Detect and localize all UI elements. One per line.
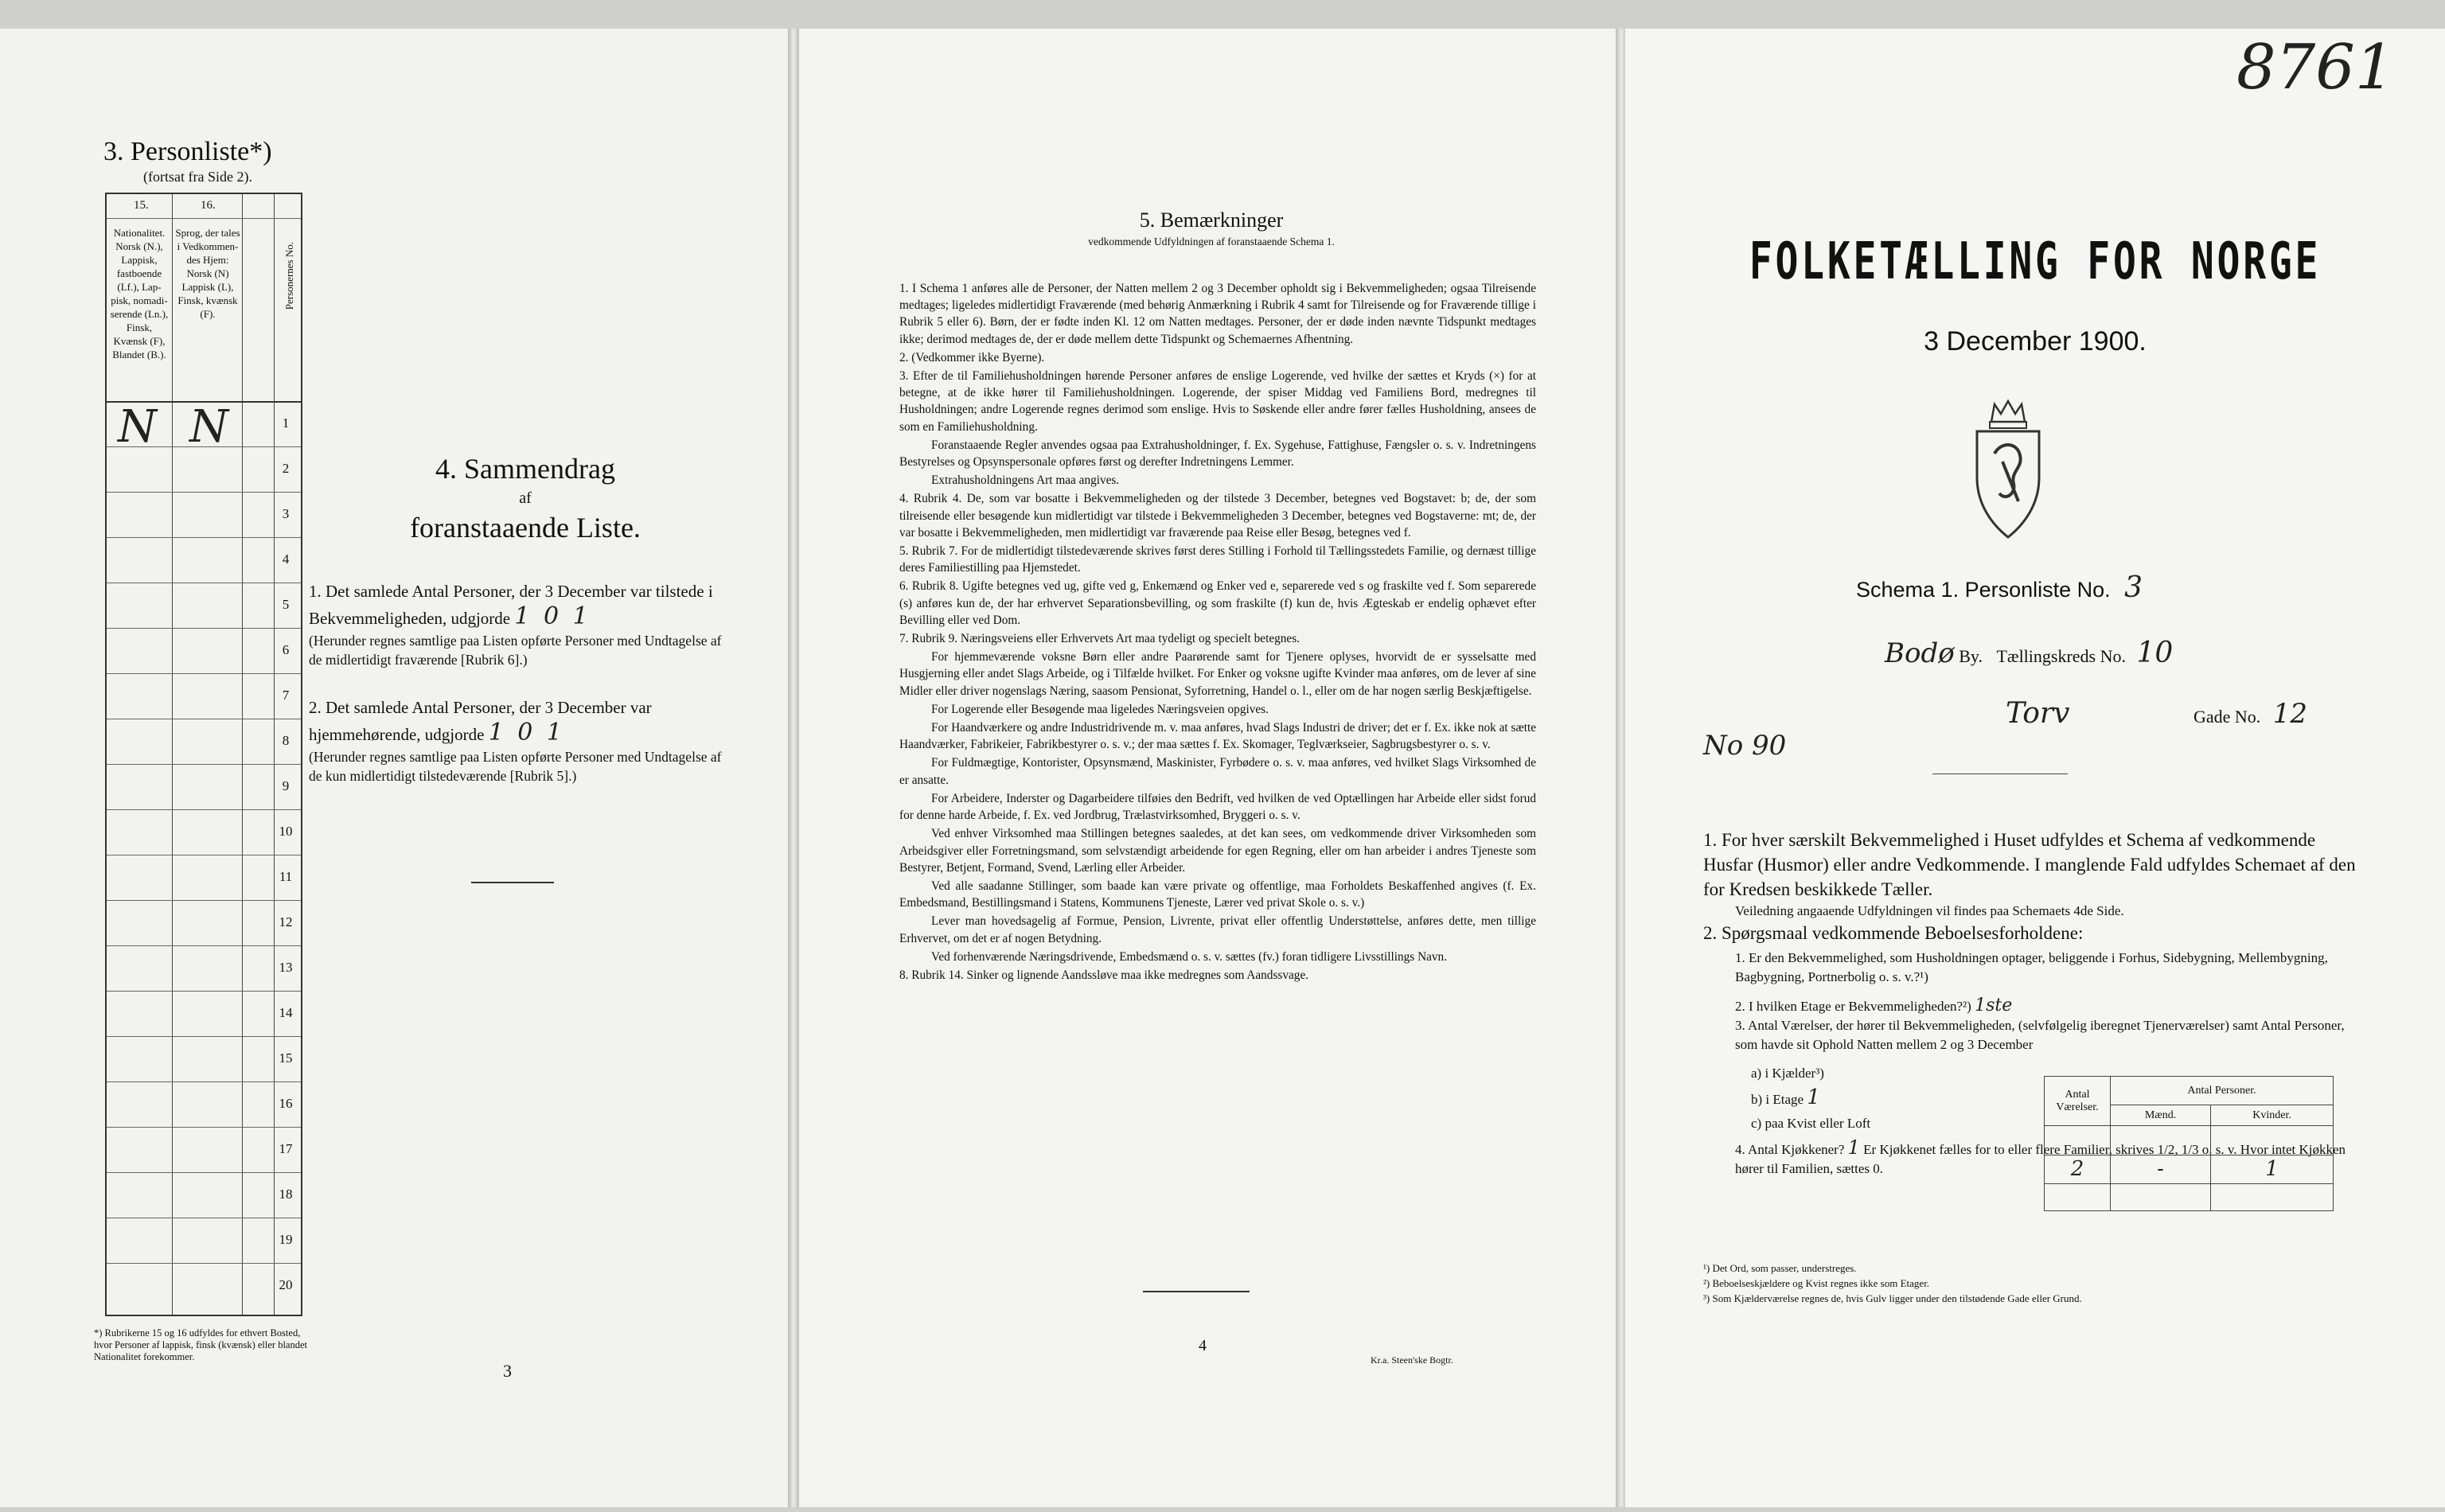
- footnote-3: ³) Som Kjælderværelse regnes de, hvis Gulv ligger under den tilstødende Gade eller Grund.: [1703, 1292, 2082, 1304]
- person-row-number: 1: [282, 415, 290, 431]
- divider: [1143, 1291, 1250, 1292]
- person-row-number: 12: [279, 914, 293, 929]
- town-line: [1703, 637, 2308, 669]
- bemaerkning-paragraph: Lever man hovedsagelig af Formue, Pension, Livrente, privat eller offentlig Understøttelse, anføres dette, men tillige Erhvervet, om det er af nogen Betydning.: [899, 914, 1536, 945]
- bemaerkning-paragraph: 1. I Schema 1 anføres alle de Personer, der Natten mellem 2 og 3 December opholdt sig i Bekvemmeligheden; ogsaa Tilreisende medtages; ligeledes midlertidigt Fraværende (med behørig Anmærkning i Rubrik 4 samt for Tilreisende og for Fraværende tillige i Rubrik 5 eller 6). Børn, der er fødte inden Kl. 12 om Natten medtages. Personer, der er døde inden nævnte Tidspunkt medtages ikke; derimod medtages de, der er døde mellem dette Tidspunkt og Schemaernes Afhentning.: [899, 282, 1536, 346]
- sammendrag-item-1: [309, 579, 731, 669]
- person-row-number: 6: [282, 642, 290, 657]
- women-header: Kvinder.: [2211, 1105, 2334, 1126]
- instruction-1-note: Veiledning angaaende Udfyldningen vil findes paa Schemaets 4de Side.: [1735, 903, 2124, 918]
- person-row-number: 19: [279, 1232, 293, 1247]
- bemaerkning-paragraph: For Logerende eller Besøgende maa ligeledes Næringsveien opgives.: [931, 702, 1269, 716]
- col15-header: Nationalitet. Norsk (N.), Lappisk, fastboende (Lf.), Lap-pisk, nomadi-serende (Ln.), Finsk, Kvænsk (F), Blandet (B.).: [110, 227, 169, 360]
- col16-header: Sprog, der tales i Vedkommen-des Hjem: Norsk (N) Lappisk (L), Finsk, kvænsk (F).: [175, 227, 240, 320]
- item2-value: 1 0 1: [488, 719, 566, 746]
- person-row-number: 7: [282, 688, 290, 703]
- bemaerkninger-body: [899, 280, 1536, 985]
- sammendrag-af: af: [519, 489, 532, 507]
- coat-of-arms-icon: [1971, 398, 2045, 541]
- footnote-2: ²) Beboelseskjældere og Kvist regnes ikke som Etager.: [1703, 1277, 1930, 1289]
- bemaerkning-paragraph: 6. Rubrik 8. Ugifte betegnes ved ug, gifte ved g, Enkemænd og Enker ved e, separerede ved s og fraskilte ved f. Som separerede (s) anføres kun de, der har erhvervet Separationsbevilling, og som fraskilte (f) kun de, hvis Ægteskab er endelig ophævet efter Bevilling eller ved Dom.: [899, 579, 1536, 627]
- person-row-number: 4: [282, 551, 290, 567]
- bemaerkning-paragraph: For Fuldmægtige, Kontorister, Opsynsmænd, Maskinister, Fyrbødere o. s. v. maa anføres, ved hvilket Slags Virksomhed de er ansatte.: [899, 756, 1536, 787]
- bemaerkning-paragraph: 5. Rubrik 7. For de midlertidigt tilstedeværende skrives først deres Stilling i Forhold til Tællingsstedets Familie, og dernæst tillige deres Familiestilling paa Hjemstedet.: [899, 544, 1536, 575]
- col15-number: 15.: [134, 199, 149, 212]
- person-row-number: 18: [279, 1187, 293, 1202]
- question-4-rest: Er Kjøkkenet fælles for to eller flere Familier, skrives 1/2, 1/3 o. s. v. Hvor intet Kjøkken hører til Familien, sættes 0.: [1735, 1142, 2346, 1176]
- printer-imprint: Kr.a. Steen'ske Bogtr.: [1371, 1354, 1453, 1366]
- bemaerkninger-subheading: vedkommende Udfyldningen af foranstaaende Schema 1.: [1088, 236, 1335, 247]
- person-row-number: 5: [282, 597, 290, 612]
- bemaerkning-paragraph: For hjemmeværende voksne Børn eller andre Paarørende samt for Tjenere oplyses, hvorvidt de er sysselsatte med Husgjerning eller andet Slags Arbeide, og i Tilfælde hvilket. For Enker og voksne ugifte Kvinder maa anføres, om de lever af sine Midler eller driver nogenslags Næring, saasom Pensionat, Syforretning, Handel o. l., eller om de har nogen særlig Beskjæftigelse.: [899, 650, 1536, 698]
- row-b-text: b) i Etage: [1751, 1092, 1804, 1107]
- rooms-persons-table: [2044, 1076, 2334, 1211]
- instruction-2: 2. Spørgsmaal vedkommende Beboelsesforholdene:: [1703, 923, 2084, 943]
- bemaerkning-paragraph: 2. (Vedkommer ikke Byerne).: [899, 350, 1045, 364]
- district-label: Tællingskreds No.: [1996, 646, 2127, 666]
- bemaerkning-paragraph: For Haandværkere og andre Industridrivende m. v. maa anføres, hvad Slags Industri de driver; det er f. Ex. ikke nok at sætte Haandværker, Fabrikeier, Fabrikbestyrer o. s. v.; der maa sættes f. Ex. Skomager, Teglværkseier, Sagbrugsbestyrer o. s. v.: [899, 721, 1536, 752]
- question-2: [1703, 996, 2364, 1016]
- question-2-value: 1ste: [1975, 996, 2013, 1015]
- town-label: By.: [1959, 646, 1983, 666]
- schema-number: 3: [2124, 571, 2143, 604]
- bemaerkning-paragraph: Ved enhver Virksomhed maa Stillingen betegnes saaledes, at det kan sees, om vedkommende driver Virksomheden som Arbeidsgiver eller Forretningsmand, som selvstændigt arbeidende for egen Regning, eller om han arbeider i andres Tjeneste som Bestyrer, Betjent, Formand, Svend, Lærling eller Arbeider.: [899, 827, 1536, 875]
- bemaerkning-paragraph: Extrahusholdningens Art maa angives.: [931, 473, 1120, 488]
- person-row-number: 17: [279, 1141, 293, 1156]
- bemaerkning-paragraph: For Arbeidere, Inderster og Dagarbeidere tilføies den Bedrift, ved hvilken de ved Optællingen har Arbeide eller sidst forud for denne harde Arbeide, f. Ex. ved Jordbrug, Trælastvirksomhed, Bryggeri o. s. v.: [899, 791, 1536, 823]
- person-number-label: Personernes No.: [283, 242, 295, 310]
- bemaerkning-paragraph: 4. Rubrik 4. De, som var bosatte i Bekvemmeligheden og der tilstede 3 December, betegnes ved Bogstavet: b; de, der som tilreisende eller besøgende kun midlertidigt var tilstede i Bekvemmeligheden 3 December, betegnes ved Bogstaverne: mt; de, der var bosatte i Bekvemmeligheden, men midlertidigt var fraværende paa Reise eller Besøg, betegnes ved f.: [899, 492, 1536, 540]
- person-row-number: 10: [279, 824, 293, 839]
- street-number-value: 12 No 90: [1703, 698, 2308, 762]
- page-number: 4: [1199, 1337, 1207, 1354]
- person-row-number: 20: [279, 1277, 293, 1292]
- item2-text: 2. Det samlede Antal Personer, der 3 December var hjemmehørende, udgjorde: [309, 698, 652, 744]
- person-row-number: 13: [279, 960, 293, 975]
- person-row-number: 8: [282, 733, 290, 748]
- archive-folio-number: 8761: [2236, 32, 2395, 103]
- person-row-number: 16: [279, 1096, 293, 1111]
- persons-header: Antal Personer.: [2111, 1077, 2334, 1105]
- footnote-1: ¹) Det Ord, som passer, understreges.: [1703, 1262, 1857, 1274]
- street-value: Torv: [2006, 697, 2070, 730]
- row-a-label: a) i Kjælder³): [1751, 1066, 1824, 1081]
- page-gutter: [788, 29, 799, 1507]
- sammendrag-title2: foranstaaende Liste.: [410, 512, 641, 544]
- item1-text: 1. Det samlede Antal Personer, der 3 December var tilstede i Bekvemmeligheden, udgjorde: [309, 582, 713, 628]
- bemaerkning-paragraph: 7. Rubrik 9. Næringsveiens eller Erhvervets Art maa tydeligt og specielt betegnes.: [899, 632, 1300, 646]
- row-b-rooms: 2: [2045, 1155, 2111, 1183]
- item1-note: (Herunder regnes samtlige paa Listen opførte Personer med Undtagelse af de midlertidigt fraværende [Rubrik 6].): [309, 633, 722, 668]
- men-header: Mænd.: [2111, 1105, 2211, 1126]
- row-b-women: 1: [2211, 1155, 2334, 1183]
- instruction-1: 1. For hver særskilt Bekvemmelighed i Huset udfyldes et Schema af vedkommende Husfar (Husmor) eller andre Vedkommende. I manglende Fald udfyldes Schemaet af den for Kredsen beskikkede Tæller.: [1703, 830, 2356, 899]
- col16-number: 16.: [201, 199, 216, 212]
- schema-label: Schema 1. Personliste No.: [1856, 578, 2111, 602]
- sammendrag-title: 4. Sammendrag: [435, 453, 615, 485]
- row-b-men: -: [2111, 1155, 2211, 1183]
- page-number: 3: [503, 1361, 512, 1381]
- person-row-number: 9: [282, 778, 290, 793]
- bemaerkning-paragraph: 8. Rubrik 14. Sinker og lignende Aandssløve maa ikke medregnes som Aandssvage.: [899, 968, 1309, 982]
- person-row-number: 15: [279, 1050, 293, 1066]
- handwritten-nationality: N: [118, 401, 157, 453]
- question-1: 1. Er den Bekvemmelighed, som Husholdningen optager, beliggende i Forhus, Sidebygning, Mellembygning, Bagbygning, Portnerbolig o. s. v.?¹): [1735, 950, 2328, 984]
- street-line: [1703, 697, 2308, 762]
- personliste-footnote: *) Rubrikerne 15 og 16 udfyldes for ethvert Bosted, hvor Personer af lappisk, finsk (kvænsk) eller blandet Nationalitet forekommer.: [94, 1327, 307, 1362]
- person-row-number: 14: [279, 1005, 293, 1020]
- bemaerkning-paragraph: Ved forhenværende Næringsdrivende, Embedsmænd o. s. v. sættes (fv.) foran tidligere Livsstillings Navn.: [931, 949, 1448, 964]
- person-row-number: 3: [282, 506, 290, 521]
- bemaerkning-paragraph: 3. Efter de til Familiehusholdningen hørende Personer anføres de enslige Logerende, ved hvilke der sættes et Kryds (×) for at betegne, at de ikke hører til Familiehusholdningen. Logerende, der spiser Middag ved Familiens Bord, medregnes til Husholdningen; andre Logerende regnes derimod som enslige. Hvis to Søskende eller andre fører fælles Husholdning, ansees de som en Familiehusholdning.: [899, 369, 1536, 434]
- question-2-text: 2. I hvilken Etage er Bekvemmeligheden?²): [1735, 999, 1971, 1014]
- street-no-label: Gade No.: [2193, 707, 2261, 727]
- row-c-label: c) paa Kvist eller Loft: [1751, 1116, 1871, 1131]
- item1-value: 1 0 1: [514, 602, 591, 630]
- census-title: FOLKETÆLLING FOR NORGE: [1749, 232, 2322, 291]
- question-4-text: 4. Antal Kjøkkener?: [1735, 1142, 1845, 1157]
- question-4-value: 1: [1847, 1136, 1860, 1159]
- bemaerkning-paragraph: Foranstaaende Regler anvendes ogsaa paa Extrahusholdninger, f. Ex. Sygehuse, Fattighuse, Fængsler o. s. v. Indretningens Bestyrelses og Opsynspersonale opføres først og derefter Indretningens Lemmer.: [899, 438, 1536, 470]
- bemaerkninger-heading: 5. Bemærkninger: [1139, 208, 1284, 232]
- row-b-etage: 1: [1807, 1085, 1820, 1109]
- footnotes: [1703, 1261, 2356, 1306]
- personliste-table: [105, 193, 302, 1316]
- item2-note: (Herunder regnes samtlige paa Listen opførte Personer med Undtagelse af de kun midlertidigt tilstedeværende [Rubrik 5].): [309, 749, 722, 784]
- town-value: Bodø: [1885, 637, 1955, 669]
- person-row-number: 11: [279, 869, 293, 884]
- census-date: 3 December 1900.: [1924, 326, 2147, 357]
- divider: [471, 882, 554, 883]
- personliste-title: 3. Personliste*): [103, 137, 272, 166]
- schema-line: [1856, 571, 2143, 604]
- question-3: 3. Antal Værelser, der hører til Bekvemmeligheden, (selvfølgelig iberegnet Tjenerværelser) samt Antal Personer, som havde sit Ophold Natten mellem 2 og 3 December: [1735, 1018, 2345, 1052]
- bemaerkning-paragraph: Ved alle saadanne Stillinger, som baade kan være private og offentlige, maa Forholdets Beskaffenhed angives (f. Ex. Embedsmand, Bestillingsmand i Statens, Kommunens Tjeneste, Lærer ved privat Skole o. s. v.): [899, 879, 1536, 910]
- sammendrag-heading: [318, 450, 732, 546]
- sammendrag-item-2: [309, 696, 731, 785]
- rooms-header: Antal Værelser.: [2045, 1077, 2111, 1126]
- handwritten-language: N: [189, 401, 228, 453]
- district-value: 10: [2136, 637, 2174, 669]
- personliste-subtitle: (fortsat fra Side 2).: [143, 169, 252, 185]
- person-row-number: 2: [282, 461, 290, 476]
